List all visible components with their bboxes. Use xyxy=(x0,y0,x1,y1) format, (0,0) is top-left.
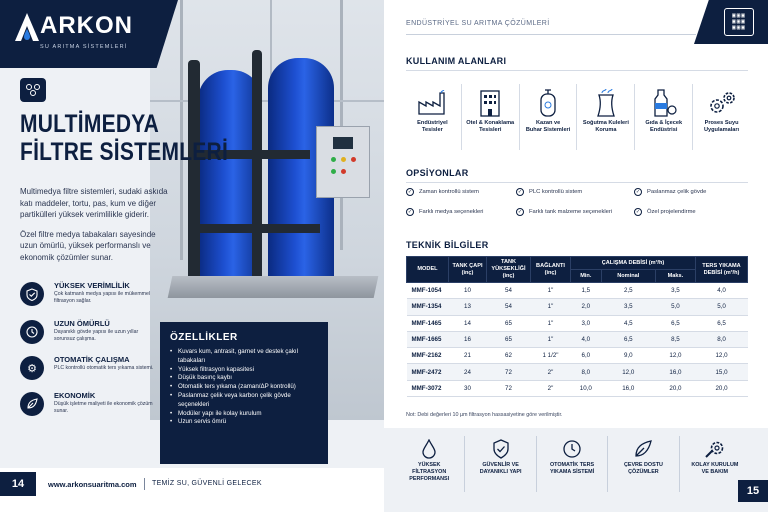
model-cell: MMF-1465 xyxy=(407,315,449,331)
uses-row xyxy=(404,84,750,150)
table-cell: 3,5 xyxy=(655,283,695,299)
list-item: • Yüksek filtrasyon kapasitesi xyxy=(170,366,318,375)
bottom-icon-item: ÇEVRE DOSTU ÇÖZÜMLER xyxy=(608,436,679,492)
table-cell: 24 xyxy=(449,364,487,380)
table-row xyxy=(407,364,748,380)
cooling-tower-icon xyxy=(577,86,634,120)
gear-icon: ⚙ xyxy=(20,356,44,380)
table-cell: 65 xyxy=(487,315,531,331)
factory-icon xyxy=(404,86,461,120)
option-item: ✓ Farklı tank malzeme seçenekleri xyxy=(517,209,613,215)
steel-skid xyxy=(168,276,379,298)
ozellikler-title: ÖZELLİKLER xyxy=(170,332,238,343)
table-cell: 2" xyxy=(531,380,571,396)
website-link[interactable]: www.arkonsuaritma.com xyxy=(48,480,137,489)
table-cell: 1" xyxy=(531,283,571,299)
bottom-icon-item: OTOMATİK TERS YIKAMA SİSTEMİ xyxy=(537,436,608,492)
pipe-horizontal-lower xyxy=(190,224,320,233)
tech-table xyxy=(406,256,748,397)
pipe-manifold-center xyxy=(252,50,262,280)
table-cell: 3,5 xyxy=(601,299,655,315)
bottom-icon-item: GÜVENLİR VE DAYANIKLI YAPI xyxy=(465,436,536,492)
check-icon: ✓ xyxy=(517,189,523,195)
option-item: ✓ Farklı medya seçenekleri xyxy=(407,209,484,215)
table-cell: 6,0 xyxy=(571,348,602,364)
table-cell: 62 xyxy=(487,348,531,364)
use-item: Otel & Konaklama Tesisleri xyxy=(462,84,520,150)
ozellikler-box xyxy=(160,322,328,464)
th-cap: TANK ÇAPI (inç) xyxy=(449,257,487,283)
table-cell: 16,0 xyxy=(601,380,655,396)
th-backwash: TERS YIKAMA DEBİSİ (m³/h) xyxy=(696,257,748,283)
slogan: TEMİZ SU, GÜVENLİ GELECEK xyxy=(152,480,262,487)
table-cell: 12,0 xyxy=(696,348,748,364)
page-title: MULTİMEDYA FİLTRE SİSTEMLERİ xyxy=(20,110,229,166)
list-item: • Modüler yapı ile kolay kurulum xyxy=(170,410,318,419)
molecule-icon xyxy=(20,78,46,102)
page-number-left: 14 xyxy=(0,472,36,496)
drop-icon xyxy=(394,436,464,462)
brand-sub: SU ARITMA SİSTEMLERİ xyxy=(40,44,128,50)
list-item: • Uzun servis ömrü xyxy=(170,418,318,427)
use-item: Endüstriyel Tesisler xyxy=(404,84,462,150)
table-cell: 10 xyxy=(449,283,487,299)
check-icon: ✓ xyxy=(635,189,641,195)
list-item: • Otomatik ters yıkama (zaman/ΔP kontrollü) xyxy=(170,383,318,392)
th-flow: ÇALIŞMA DEBİSİ (m³/h) xyxy=(571,257,696,270)
intro-paragraph-2: Özel filtre medya tabakaları sayesinde uzun ömürlü, yüksek performanslı ve ekonomik çözümler sunar. xyxy=(20,229,156,262)
table-cell: 54 xyxy=(487,299,531,315)
section-title-uses: KULLANIM ALANLARI xyxy=(406,56,507,66)
table-cell: 72 xyxy=(487,380,531,396)
feature-yuksek-verimlilik: YÜKSEK VERİMLİLİK Çok katmanlı medya yapısı ile mükemmel filtrasyon sağlar. xyxy=(20,282,150,314)
table-cell: 1 1/2" xyxy=(531,348,571,364)
table-cell: 1" xyxy=(531,331,571,347)
table-cell: 8,5 xyxy=(655,331,695,347)
th-height: TANK YÜKSEKLİĞİ (inç) xyxy=(487,257,531,283)
table-row xyxy=(407,348,748,364)
table-cell: 4,0 xyxy=(696,283,748,299)
table-cell: 12,0 xyxy=(655,348,695,364)
gears-icon xyxy=(693,86,750,120)
bottle-icon xyxy=(635,86,692,120)
clock-icon xyxy=(537,436,607,462)
use-item: Gıda & İçecek Endüstrisi xyxy=(635,84,693,150)
table-cell: 2,0 xyxy=(571,299,602,315)
building-icon xyxy=(462,86,519,120)
leaf-icon xyxy=(608,436,678,462)
table-row xyxy=(407,283,748,299)
th-nom: Nominal xyxy=(601,270,655,283)
table-cell: 6,5 xyxy=(696,315,748,331)
table-cell: 2,5 xyxy=(601,283,655,299)
section-divider xyxy=(406,182,748,183)
shield-check-icon xyxy=(20,282,44,306)
bottom-icons xyxy=(394,436,750,492)
table-cell: 6,5 xyxy=(601,331,655,347)
list-item: • Kuvars kum, antrasit, garnet ve destek çakıl tabakaları xyxy=(170,348,318,366)
leaf-icon xyxy=(20,392,44,416)
logo-drop-icon xyxy=(14,12,40,42)
boiler-icon xyxy=(520,86,577,120)
brand-name: ARKON xyxy=(40,12,133,39)
feature-otomatik-calisma: ⚙ OTOMATİK ÇALIŞMA PLC kontrollü otomatik ters yıkama sistemi. xyxy=(20,356,150,388)
header-divider xyxy=(406,34,696,35)
control-panel xyxy=(316,126,370,198)
list-item: • Düşük basınç kaybı xyxy=(170,374,318,383)
option-item: ✓ Özel projelendirme xyxy=(635,209,696,215)
option-item: ✓ Paslanmaz çelik gövde xyxy=(635,189,707,195)
table-cell: 1" xyxy=(531,299,571,315)
table-cell: 15,0 xyxy=(696,364,748,380)
options-grid xyxy=(406,188,750,216)
table-cell: 10,0 xyxy=(571,380,602,396)
table-cell: 20,0 xyxy=(696,380,748,396)
table-row xyxy=(407,315,748,331)
section-title-tech: TEKNİK BİLGİLER xyxy=(406,240,489,250)
table-cell: 14 xyxy=(449,315,487,331)
feature-uzun-omurlu: UZUN ÖMÜRLÜ Dayanıklı gövde yapısı ile uzun yıllar sorunsuz çalışma. xyxy=(20,320,150,352)
table-cell: 4,0 xyxy=(571,331,602,347)
model-cell: MMF-3072 xyxy=(407,380,449,396)
model-cell: MMF-1665 xyxy=(407,331,449,347)
right-page xyxy=(384,0,768,512)
feature-ekonomik: EKONOMİK Düşük işletme maliyeti ile ekonomik çözüm sunar. xyxy=(20,392,150,424)
bottom-icon-item: KOLAY KURULUM VE BAKIM xyxy=(680,436,750,492)
section-title-options: OPSİYONLAR xyxy=(406,168,469,178)
wrench-gear-icon xyxy=(680,436,750,462)
th-model: MODEL xyxy=(407,257,449,283)
option-item: ✓ Zaman kontrollü sistem xyxy=(407,189,479,195)
table-cell: 5,0 xyxy=(696,299,748,315)
table-cell: 4,5 xyxy=(601,315,655,331)
check-icon: ✓ xyxy=(517,209,523,215)
table-note: Not: Debi değerleri 10 µm filtrasyon hassasiyetine göre verilmiştir. xyxy=(406,412,563,418)
table-row xyxy=(407,331,748,347)
table-cell: 5,0 xyxy=(655,299,695,315)
table-cell: 65 xyxy=(487,331,531,347)
table-cell: 1,5 xyxy=(571,283,602,299)
footer-divider xyxy=(144,478,145,490)
th-conn: BAĞLANTI (inç) xyxy=(531,257,571,283)
table-cell: 16 xyxy=(449,331,487,347)
table-cell: 72 xyxy=(487,364,531,380)
pipe-manifold-left xyxy=(188,60,200,280)
th-min: Min. xyxy=(571,270,602,283)
ozellikler-list xyxy=(170,348,318,427)
left-footer xyxy=(0,468,384,512)
check-icon: ✓ xyxy=(407,209,413,215)
shield-icon xyxy=(465,436,535,462)
model-cell: MMF-1054 xyxy=(407,283,449,299)
table-cell: 13 xyxy=(449,299,487,315)
table-cell: 1" xyxy=(531,315,571,331)
filter-media-icon: ▣▣▣ ▣▣▣ ▣▣▣ xyxy=(724,8,754,36)
check-icon: ✓ xyxy=(635,209,641,215)
bottom-icon-item: YÜKSEK FİLTRASYON PERFORMANSI xyxy=(394,436,465,492)
th-max: Maks. xyxy=(655,270,695,283)
option-item: ✓ PLC kontrollü sistem xyxy=(517,189,583,195)
list-item: • Paslanmaz çelik veya karbon çelik gövde seçenekleri xyxy=(170,392,318,410)
table-cell: 2" xyxy=(531,364,571,380)
table-cell: 30 xyxy=(449,380,487,396)
table-row xyxy=(407,299,748,315)
table-cell: 9,0 xyxy=(601,348,655,364)
table-cell: 6,5 xyxy=(655,315,695,331)
table-cell: 21 xyxy=(449,348,487,364)
table-cell: 12,0 xyxy=(601,364,655,380)
section-divider xyxy=(406,70,748,71)
model-cell: MMF-2472 xyxy=(407,364,449,380)
tech-table-body xyxy=(407,283,748,397)
table-cell: 16,0 xyxy=(655,364,695,380)
intro-paragraph-1: Multimedya filtre sistemleri, sudaki askıda katı maddeler, tortu, pas, kum ve diğer partikülleri yüksek verimlilikle giderir. xyxy=(20,187,168,219)
model-cell: MMF-1354 xyxy=(407,299,449,315)
use-item: Proses Suyu Uygulamaları xyxy=(693,84,750,150)
check-icon: ✓ xyxy=(407,189,413,195)
use-item: Soğutma Kuleleri Koruma xyxy=(577,84,635,150)
clock-icon xyxy=(20,320,44,344)
table-cell: 8,0 xyxy=(696,331,748,347)
table-cell: 54 xyxy=(487,283,531,299)
intro-text xyxy=(20,186,170,271)
table-cell: 8,0 xyxy=(571,364,602,380)
page-number-right: 15 xyxy=(738,480,768,502)
right-header: ENDÜSTRİYEL SU ARITMA ÇÖZÜMLERİ xyxy=(406,20,550,27)
table-row xyxy=(407,380,748,396)
use-item: Kazan ve Buhar Sistemleri xyxy=(520,84,578,150)
table-cell: 3,0 xyxy=(571,315,602,331)
table-cell: 20,0 xyxy=(655,380,695,396)
model-cell: MMF-2162 xyxy=(407,348,449,364)
